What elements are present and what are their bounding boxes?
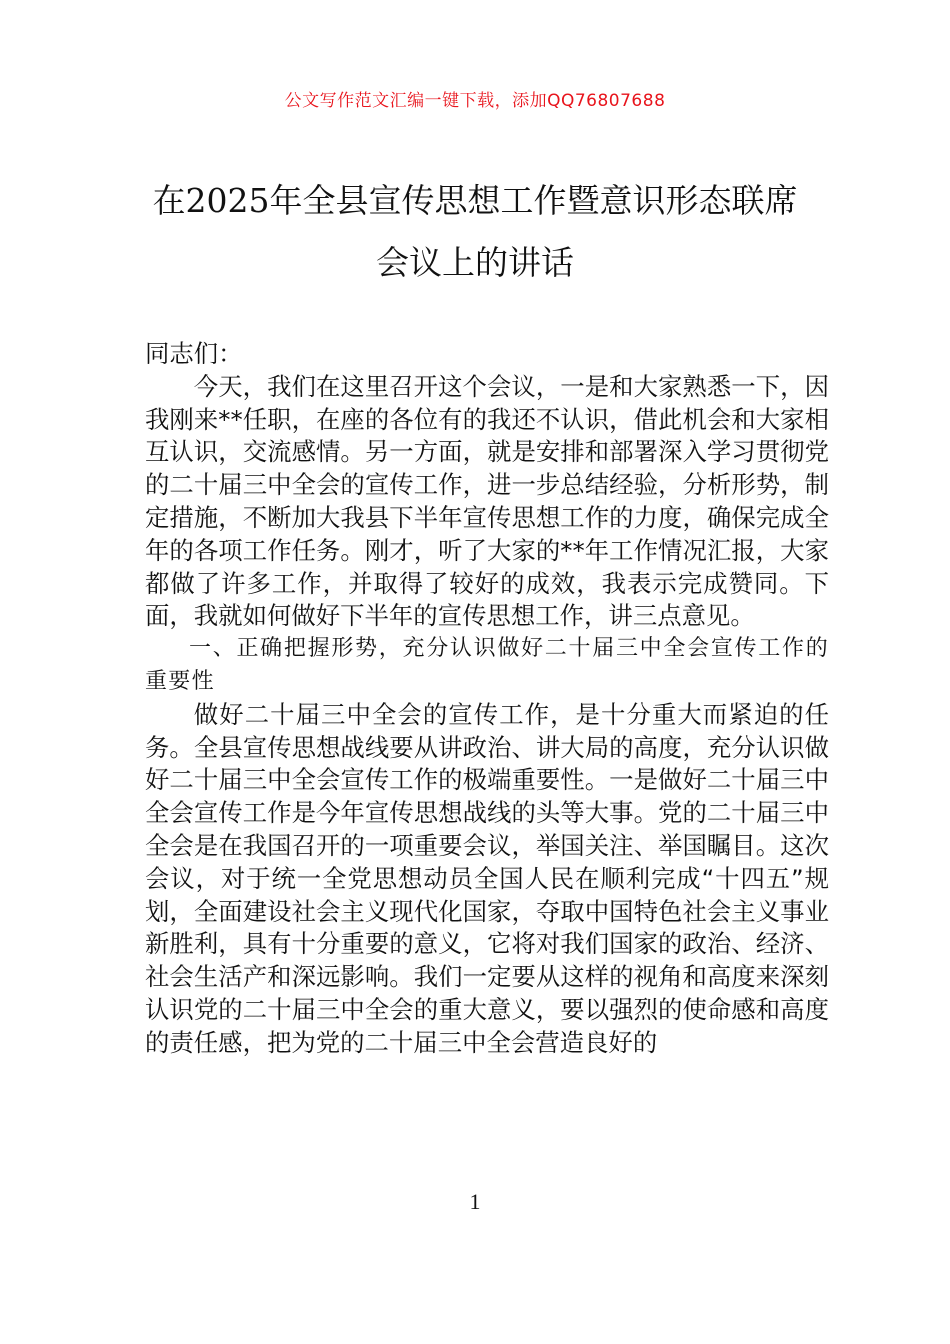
section-heading: 一、正确把握形势，充分认识做好二十届三中全会宣传工作的重要性 (145, 636, 829, 694)
page-number: 1 (469, 1189, 481, 1214)
document-body (145, 338, 829, 1060)
opening-paragraph: 今天，我们在这里召开这个会议，一是和大家熟悉一下，因我刚来**任职，在座的各位有的我还不认识，借此机会和大家相互认识，交流感情。另一方面，就是安排和部署深入学习贯彻党的二十届三中全会的宣传工作，进一步总结经验，分析形势，制定措施，不断加大我县下半年宣传思想工作的力度，确保完成全年的各项工作任务。刚才，听了大家的**年工作情况汇报，大家都做了许多工作，并取得了较好的成效，我表示完成赞同。下面，我就如何做好下半年的宣传思想工作，讲三点意见。 (145, 371, 829, 631)
section-paragraph: 做好二十届三中全会的宣传工作，是十分重大而紧迫的任务。全县宣传思想战线要从讲政治、讲大局的高度，充分认识做好二十届三中全会宣传工作的极端重要性。一是做好二十届三中全会宣传工作是今年宣传思想战线的头等大事。党的二十届三中全会是在我国召开的一项重要会议，举国关注、举国瞩目。这次会议，对于统一全党思想动员全国人民在顺利完成“十四五”规划，全面建设社会主义现代化国家，夺取中国特色社会主义事业新胜利，具有十分重要的意义，它将对我们国家的政治、经济、社会生活产和深远影响。我们一定要从这样的视角和高度来深刻认识党的二十届三中全会的重大意义，要以强烈的使命感和高度的责任感，把为党的二十届三中全会营造良好的 (145, 699, 829, 1057)
download-notice: 公文写作范文汇编一键下载，添加QQ76807688 (284, 91, 666, 111)
salutation: 同志们： (145, 339, 243, 368)
document-title: 在2025年全县宣传思想工作暨意识形态联席会议上的讲话 (152, 181, 798, 282)
